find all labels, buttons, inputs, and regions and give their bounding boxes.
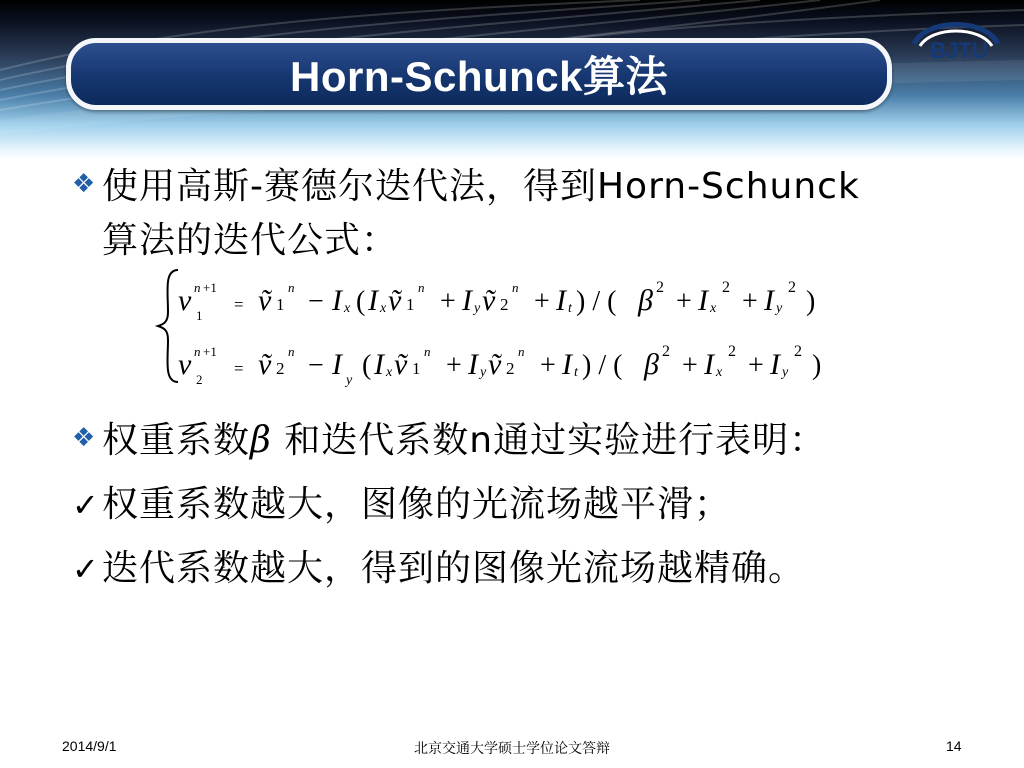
bullet-2-suffix: 和迭代系数n通过实验进行表明： [271,420,827,461]
svg-text:ṽ: ṽ [258,348,272,381]
svg-text:(: ( [362,350,372,381]
svg-text:ṽ: ṽ [388,284,402,317]
svg-text:=: = [234,295,244,314]
svg-text:x: x [344,301,351,316]
svg-text:−: − [308,286,324,317]
footer-date: 2014/9/1 [62,738,117,754]
svg-text:2: 2 [728,343,736,360]
svg-text:x: x [710,301,717,316]
bullet-1 [72,158,860,209]
svg-text:I: I [462,284,472,317]
svg-text:(: ( [356,286,366,317]
svg-text:y: y [776,301,783,316]
svg-text:2: 2 [656,279,664,296]
svg-text:I: I [556,284,566,317]
beta-symbol: β [250,420,272,461]
svg-text:+: + [748,350,764,381]
equation-2 [178,343,821,388]
svg-text:I: I [468,348,478,381]
check-item-1-text: 权重系数越大，图像的光流场越平滑； [102,484,732,525]
footer-title: 北京交通大学硕士学位论文答辩 [414,740,610,756]
page-title: Horn-Schunck算法 [289,53,669,100]
bullet-2 [72,412,826,463]
svg-text:+: + [534,286,550,317]
svg-text:I: I [770,348,780,381]
diamond-bullet-icon: ❖ [72,169,97,199]
svg-text:y: y [346,373,353,388]
bullet-2-prefix: 权重系数 [102,420,251,461]
svg-text:1: 1 [196,308,203,323]
bullet-1-text: 使用高斯-赛德尔迭代法，得到Horn-Schunck [102,166,860,207]
svg-text:) / (: ) / ( [582,350,623,381]
svg-text:t: t [574,365,578,380]
svg-text:y: y [474,301,481,316]
svg-text:2: 2 [662,343,670,360]
svg-text:2: 2 [276,359,285,378]
svg-text:β: β [644,348,659,381]
svg-text:y: y [480,365,487,380]
svg-text:) / (: ) / ( [576,286,617,317]
bullet-1-continuation [102,212,398,263]
svg-text:x: x [380,301,387,316]
svg-text:2: 2 [500,295,509,314]
svg-text:I: I [562,348,572,381]
check-item-1 [72,476,731,527]
svg-text:n: n [288,344,295,359]
svg-text:I: I [368,284,378,317]
svg-text:n: n [194,344,201,359]
svg-text:+: + [540,350,556,381]
svg-text:): ) [806,286,816,317]
svg-text:+: + [440,286,456,317]
svg-text:1: 1 [276,295,285,314]
svg-text:I: I [332,348,342,381]
svg-text:ṽ: ṽ [488,348,502,381]
svg-text:+: + [676,286,692,317]
svg-text:ṽ: ṽ [482,284,496,317]
svg-text:n: n [512,280,519,295]
svg-text:2: 2 [788,279,796,296]
svg-text:x: x [716,365,723,380]
svg-text:t: t [568,301,572,316]
svg-text:I: I [698,284,708,317]
diamond-bullet-icon: ❖ [72,423,97,453]
check-item-2 [72,540,805,591]
svg-text:2: 2 [196,372,203,387]
svg-text:I: I [332,284,342,317]
svg-text:ṽ: ṽ [258,284,272,317]
iteration-equations [150,262,890,392]
svg-text:n: n [288,280,295,295]
svg-text:I: I [374,348,384,381]
svg-text:=: = [234,359,244,378]
svg-text:+: + [682,350,698,381]
svg-text:1: 1 [406,295,415,314]
svg-text:v: v [178,284,192,317]
check-item-2-text: 迭代系数越大，得到的图像光流场越精确。 [102,548,806,589]
svg-text:n: n [424,344,431,359]
logo-text: BJTU [930,38,988,63]
svg-text:ṽ: ṽ [394,348,408,381]
check-icon: ✓ [72,486,100,524]
svg-text:−: − [308,350,324,381]
svg-text:2: 2 [506,359,515,378]
svg-text:I: I [704,348,714,381]
svg-text:n: n [518,344,525,359]
svg-text:2: 2 [794,343,802,360]
svg-text:n: n [194,280,201,295]
svg-text:x: x [386,365,393,380]
svg-text:β: β [638,284,653,317]
svg-text:y: y [782,365,789,380]
svg-text:): ) [812,350,822,381]
check-icon: ✓ [72,550,100,588]
svg-text:1: 1 [412,359,421,378]
svg-text:+: + [446,350,462,381]
equation-1 [178,279,815,323]
svg-text:I: I [764,284,774,317]
page-number: 14 [946,738,962,754]
svg-text:v: v [178,348,192,381]
svg-text:n: n [418,280,425,295]
svg-text:2: 2 [722,279,730,296]
bullet-1-text-line2: 算法的迭代公式： [102,220,399,261]
svg-text:+: + [742,286,758,317]
svg-text:+1: +1 [203,344,217,359]
svg-text:+1: +1 [203,280,217,295]
